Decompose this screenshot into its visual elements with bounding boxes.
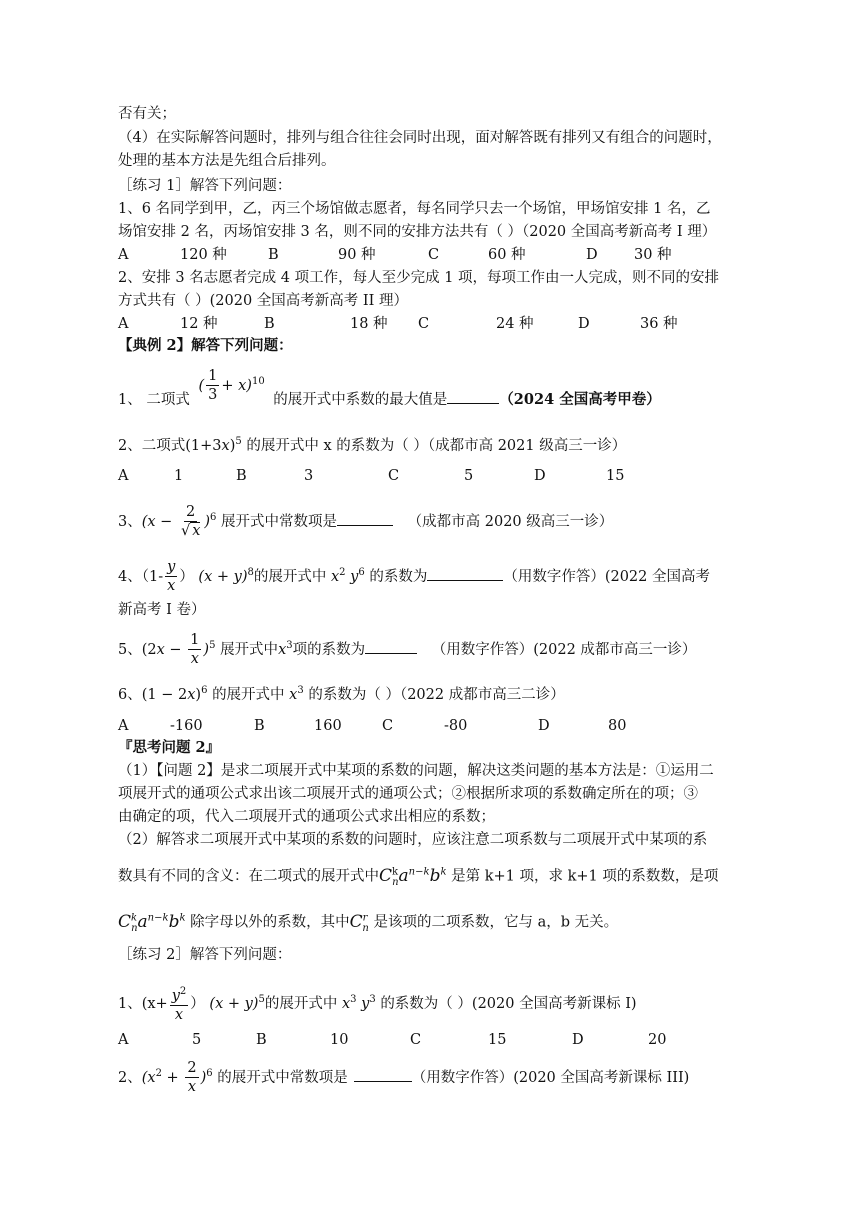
option-label: D xyxy=(534,468,546,484)
option-label: B xyxy=(236,468,247,484)
option-value: 30 种 xyxy=(634,247,672,263)
option-value: 36 种 xyxy=(640,316,678,332)
formula: (x − $\frac{2}{√ x}$ )$^6$ xyxy=(141,504,217,540)
option-label: A xyxy=(118,468,129,484)
question-4 xyxy=(118,555,710,595)
question-text: 的系数为（ ）(2020 全国高考新课标 I) xyxy=(380,995,637,1012)
text-line: 由确定的项，代入二项展开式的通项公式求出相应的系数； xyxy=(118,809,495,825)
question-text: 的展开式中 xyxy=(212,686,285,703)
section-heading: ［练习 2］解答下列问题： xyxy=(118,947,292,963)
text-line: （4）在实际解答问题时，排列与组合往往会同时出现，面对解答既有排列又有组合的问题时， xyxy=(118,130,722,146)
question-source: （成都市高 2020 级高三一诊） xyxy=(407,513,614,530)
option-value: 18 种 xyxy=(350,316,388,332)
option-value: 3 xyxy=(304,468,314,484)
option-value: 160 xyxy=(314,718,342,734)
text-line: 2、安排 3 名志愿者完成 4 项工作，每人至少完成 1 项，每项工作由一人完成，则不同的安排 xyxy=(118,270,720,286)
formula: $\frac{y}{x}$ xyxy=(167,559,176,595)
text-line xyxy=(118,906,619,935)
formula: $C^k_na^{n-k}b^k$ xyxy=(118,911,186,935)
option-label: D xyxy=(586,247,598,263)
text-line: 新高考 I 卷） xyxy=(118,602,206,618)
option-label: A xyxy=(118,718,129,734)
options-row xyxy=(118,716,738,736)
formula: (2x − $\frac{1}{x}$ )$^5$ xyxy=(141,632,216,668)
question-text: 的展开式中常数项是 xyxy=(217,1069,348,1086)
options-row xyxy=(118,245,738,265)
question-3 xyxy=(118,500,614,540)
option-label: A xyxy=(118,316,129,332)
question-text: 2、 xyxy=(118,1069,142,1086)
option-value: -80 xyxy=(444,718,468,734)
option-value: 5 xyxy=(464,468,474,484)
formula: $(x + y)^5$ xyxy=(209,994,265,1012)
formula: $(x + y)^8$ xyxy=(198,567,254,585)
formula: $x^3$ xyxy=(284,685,304,703)
option-value: 1 xyxy=(174,468,184,484)
question-text: 1、(x+ xyxy=(118,995,168,1012)
exercise-question-2 xyxy=(118,1056,690,1096)
option-label: D xyxy=(572,1032,584,1048)
option-label: C xyxy=(428,247,440,263)
question-text: 6、 xyxy=(118,686,142,703)
text-line: 方式共有（ ）(2020 全国高考新高考 II 理） xyxy=(118,293,408,309)
option-label: C xyxy=(410,1032,422,1048)
text-line: 1、6 名同学到甲，乙，丙三个场馆做志愿者，每名同学只去一个场馆，甲场馆安排 1 名，乙 xyxy=(118,201,711,217)
option-label: A xyxy=(118,247,129,263)
text-line: 项展开式的通项公式求出该二项展开式的通项公式；②根据所求项的系数确定所在的项；③ xyxy=(118,786,698,802)
question-text: 的系数为（ ）（2022 成都市高三二诊） xyxy=(308,686,565,703)
section-heading: 『思考问题 2』 xyxy=(118,739,221,756)
formula: ($x^2$ + $\frac{2}{x}$ )$^6$ xyxy=(141,1060,213,1096)
paragraph-text: 是第 k+1 项，求 k+1 项的系数数，是项 xyxy=(451,868,719,885)
question-source: （用数字作答）(2020 全国高考新课标 III) xyxy=(411,1069,690,1086)
question-text: ） xyxy=(190,995,205,1012)
formula: $\frac{y^2}{x}$ xyxy=(170,983,189,1024)
question-text: ） xyxy=(179,568,194,585)
paragraph-text: 数具有不同的含义：在二项式的展开式中 xyxy=(118,868,379,885)
option-label: A xyxy=(118,1032,129,1048)
question-text: 展开式中 xyxy=(220,641,279,658)
paragraph-text: 除字母以外的系数，其中 xyxy=(190,914,350,931)
option-value: 90 种 xyxy=(338,247,376,263)
formula: $(1 - 2x)^6$ xyxy=(141,685,208,703)
exercise-question-1 xyxy=(118,980,637,1024)
answer-blank[interactable] xyxy=(354,1067,412,1082)
text-line xyxy=(118,860,719,889)
text-line: （2）解答求二项展开式中某项的系数的问题时，应该注意二项系数与二项展开式中某项的系 xyxy=(118,832,708,848)
option-label: C xyxy=(382,718,394,734)
option-value: 20 xyxy=(648,1032,667,1048)
formula: ( $\frac{1}{3}$ + x)$^{10}$ xyxy=(198,368,265,404)
question-1 xyxy=(118,368,661,414)
question-text: 项的系数为 xyxy=(292,641,366,658)
formula: $C^k_na^{n-k}b^k$ xyxy=(379,865,447,889)
question-text: 4、（1- xyxy=(118,568,164,585)
options-row xyxy=(118,466,738,486)
option-value: 120 种 xyxy=(180,247,227,263)
text-line: 否有关； xyxy=(118,106,176,122)
option-value: 80 xyxy=(608,718,627,734)
option-label: B xyxy=(256,1032,267,1048)
question-source: （用数字作答）(2022 全国高考 xyxy=(503,568,710,585)
question-text: 的系数为 xyxy=(369,568,428,585)
question-6 xyxy=(118,681,565,705)
text-line: 处理的基本方法是先组合后排列。 xyxy=(118,153,336,169)
option-label: C xyxy=(388,468,400,484)
options-row xyxy=(118,314,738,334)
question-text: 1、 二项式 xyxy=(118,391,190,408)
question-source: （用数字作答）(2022 成都市高三一诊） xyxy=(431,641,697,658)
question-text: 展开式中常数项是 xyxy=(221,513,338,530)
option-value: 24 种 xyxy=(496,316,534,332)
question-2 xyxy=(118,432,626,456)
option-label: D xyxy=(578,316,590,332)
option-value: 5 xyxy=(192,1032,202,1048)
question-text: 2、二项式 xyxy=(118,437,186,454)
section-heading: ［练习 1］解答下列问题： xyxy=(118,178,292,194)
question-text: 的展开式中 xyxy=(253,568,327,585)
question-text: 的展开式中 xyxy=(264,995,338,1012)
formula: $C^r_n$ xyxy=(349,911,369,935)
paragraph-text: 是该项的二项系数，它与 a，b 无关。 xyxy=(373,914,619,931)
option-label: B xyxy=(268,247,279,263)
question-text: 3、 xyxy=(118,513,142,530)
option-label: C xyxy=(418,316,430,332)
option-value: -160 xyxy=(170,718,203,734)
option-value: 60 种 xyxy=(488,247,526,263)
option-label: B xyxy=(264,316,275,332)
option-value: 10 xyxy=(330,1032,349,1048)
options-row xyxy=(118,1030,738,1050)
question-text: 5、 xyxy=(118,641,142,658)
text-line: 场馆安排 2 名，丙场馆安排 3 名，则不同的安排方法共有（ ）（2020 全国高考新高考 I 理） xyxy=(118,224,717,240)
question-source: （2024 全国高考甲卷） xyxy=(499,390,661,408)
answer-blank[interactable] xyxy=(365,639,417,654)
section-heading: 【典例 2】解答下列问题： xyxy=(118,337,293,354)
option-label: D xyxy=(538,718,550,734)
question-text: 的展开式中系数的最大值是 xyxy=(273,391,448,408)
formula: $x^3$ $y^3$ xyxy=(337,994,376,1012)
question-text: 的展开式中 x 的系数为（ ）（成都市高 2021 级高三一诊） xyxy=(246,437,627,454)
formula: $(1+3x)^5$ xyxy=(185,436,242,454)
option-label: B xyxy=(254,718,265,734)
formula: $x^3$ xyxy=(278,640,293,658)
text-line: （1）【问题 2】是求二项展开式中某项的系数的问题，解决这类问题的基本方法是：①运用二 xyxy=(118,763,714,779)
option-value: 15 xyxy=(606,468,625,484)
answer-blank[interactable] xyxy=(337,511,393,526)
question-5 xyxy=(118,628,697,668)
option-value: 12 种 xyxy=(180,316,218,332)
formula: $x^2$ $y^6$ xyxy=(326,567,365,585)
answer-blank[interactable] xyxy=(447,389,499,404)
answer-blank[interactable] xyxy=(427,566,503,581)
option-value: 15 xyxy=(488,1032,507,1048)
